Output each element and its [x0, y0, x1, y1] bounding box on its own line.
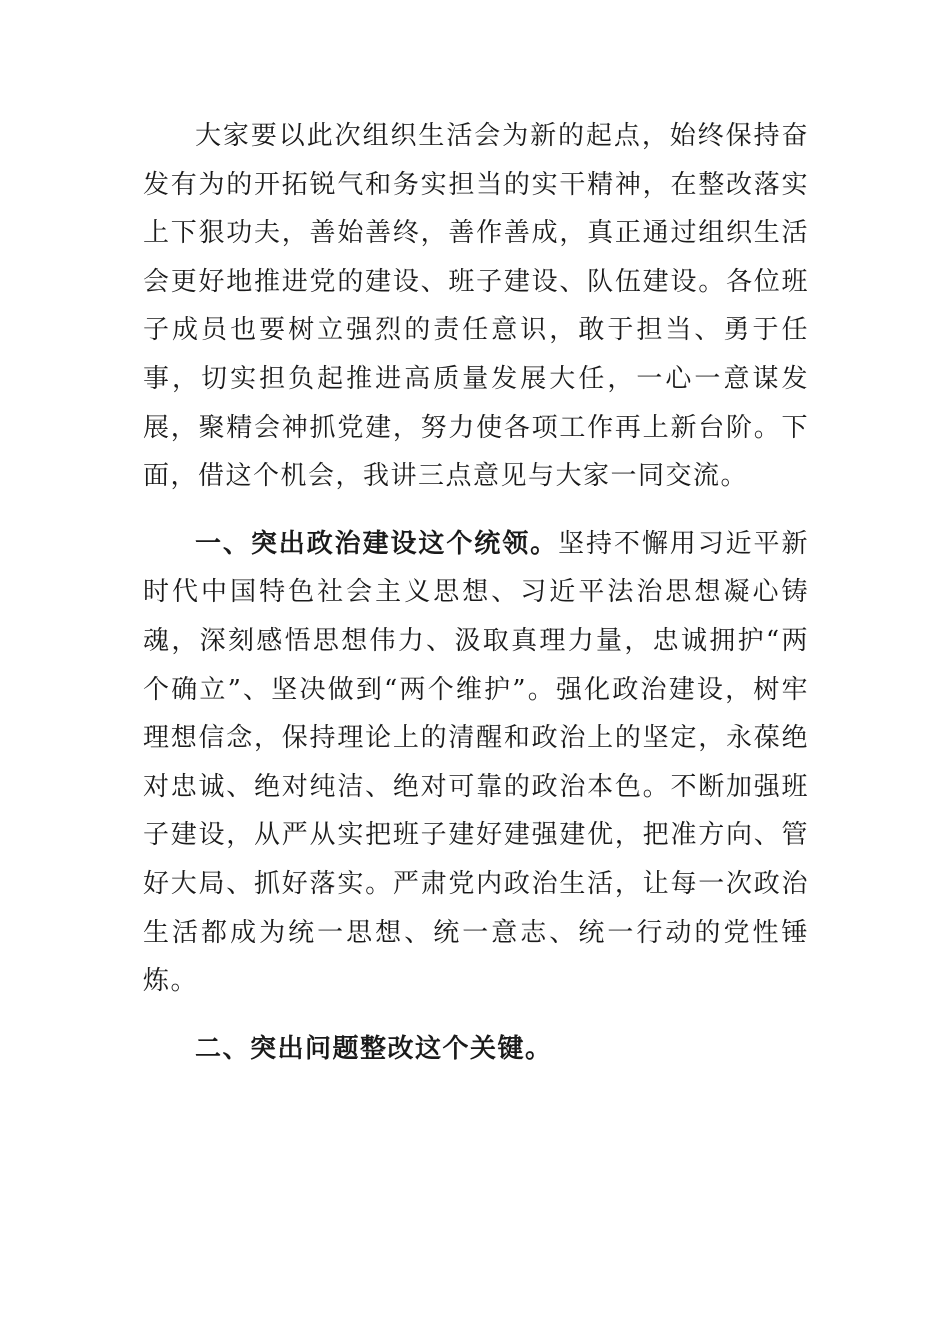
paragraph-text: 坚持不懈用习近平新时代中国特色社会主义思想、习近平法治思想凝心铸魂，深刻感悟思想伟力、汲取真理力量，忠诚拥护“两个确立”、坚决做到“两个维护”。强化政治建设，树牢理想信念，保持理论上的清醒和政治上的坚定，永葆绝对忠诚、绝对纯洁、绝对可靠的政治本色。不断加强班子建设，从严从实把班子建好建强建优，把准方向、管好大局、抓好落实。严肃党内政治生活，让每一次政治生活都成为统一思想、统一意志、统一行动的党性锤炼。 [143, 528, 809, 997]
paragraph-political-building [143, 520, 809, 1006]
section-heading-2: 二、突出问题整改这个关键。 [195, 1033, 553, 1064]
paragraph-text: 大家要以此次组织生活会为新的起点，始终保持奋发有为的开拓锐气和务实担当的实干精神，在整改落实上下狠功夫，善始善终，善作善成，真正通过组织生活会更好地推进党的建设、班子建设、队伍建设。各位班子成员也要树立强烈的责任意识，敢于担当、勇于任事，切实担负起推进高质量发展大任，一心一意谋发展，聚精会神抓党建，努力使各项工作再上新台阶。下面，借这个机会，我讲三点意见与大家一同交流。 [143, 121, 809, 492]
paragraph-problem-rectification [143, 1025, 809, 1074]
section-heading-1: 一、突出政治建设这个统领。 [195, 528, 559, 559]
paragraph-intro [143, 112, 809, 501]
document-body [143, 112, 809, 1092]
